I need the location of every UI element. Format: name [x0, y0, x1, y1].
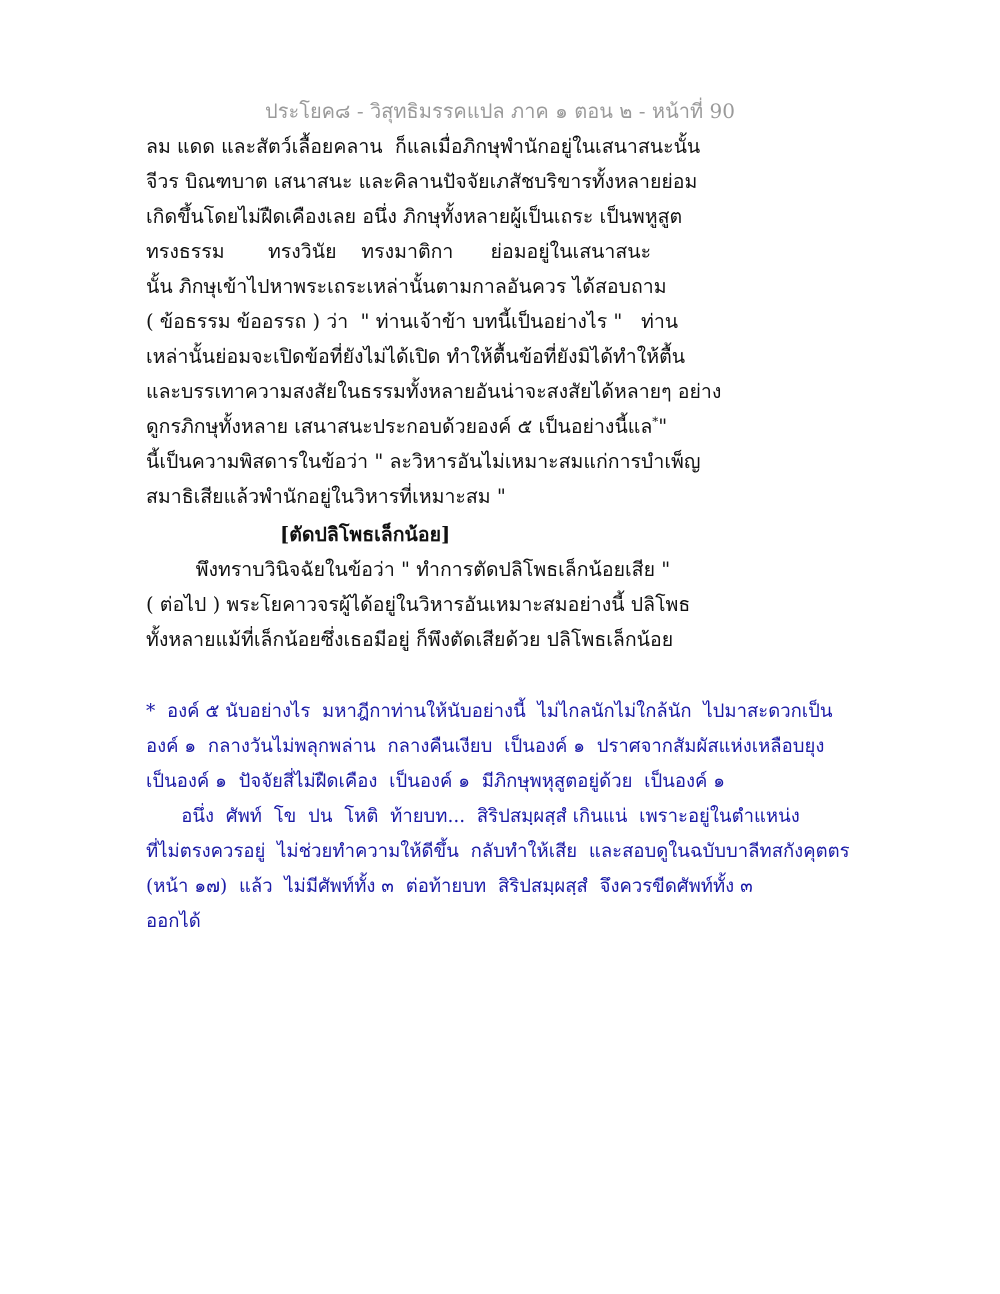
body-line: ทรงธรรม ทรงวินัย ทรงมาติกา ย่อมอยู่ในเสนาสนะ: [146, 240, 652, 263]
footnote-marker: *: [652, 414, 659, 429]
body-line: นั้น ภิกษุเข้าไปหาพระเถระเหล่านั้นตามกาลอันควร ได้สอบถาม: [146, 275, 667, 298]
body-line: นี้เป็นความพิสดารในข้อว่า " ละวิหารอันไม่เหมาะสมแก่การบำเพ็ญ: [146, 450, 701, 473]
body-line-text: ดูกรภิกษุทั้งหลาย เสนาสนะประกอบด้วยองค์ ๕ เป็นอย่างนี้แล: [146, 415, 653, 438]
section-heading: [ตัดปลิโพธเล็กน้อย]: [280, 523, 451, 546]
body-line: และบรรเทาความสงสัยในธรรมทั้งหลายอันน่าจะสงสัยได้หลายๆ อย่าง: [146, 380, 722, 403]
closing-quote: ": [658, 415, 668, 438]
body-line: ลม แดด และสัตว์เลื้อยคลาน ก็แลเมื่อภิกษุพำนักอยู่ในเสนาสนะนั้น: [146, 135, 701, 158]
footnote-line: เป็นองค์ ๑ ปัจจัยสี่ไม่ฝืดเคือง เป็นองค์ ๑ มีภิกษุพหุสูตอยู่ด้วย เป็นองค์ ๑: [146, 771, 726, 792]
body-line: ( ข้อธรรม ข้ออรรถ ) ว่า " ท่านเจ้าข้า บทนี้เป็นอย่างไร " ท่าน: [146, 310, 679, 333]
page-header: ประโยค๘ - วิสุทธิมรรคแปล ภาค ๑ ตอน ๒ - หน้าที่ 90: [265, 99, 735, 123]
footnote-line: อนึ่ง ศัพท์ โข ปน โหติ ท้ายบท... สิริปสมฺผสฺสํ เกินแน่ เพราะอยู่ในตำแหน่ง: [146, 806, 800, 827]
body-line: ทั้งหลายแม้ที่เล็กน้อยซึ่งเธอมีอยู่ ก็พึงตัดเสียด้วย ปลิโพธเล็กน้อย: [146, 628, 674, 651]
body-line: จีวร บิณฑบาต เสนาสนะ และคิลานปัจจัยเภสัชบริขารทั้งหลายย่อม: [146, 170, 698, 193]
footnote-line: ออกได้: [146, 911, 201, 932]
body-line: [146, 410, 667, 444]
body-line: สมาธิเสียแล้วพำนักอยู่ในวิหารที่เหมาะสม ": [146, 485, 506, 508]
footnote-line: (หน้า ๑๗) แล้ว ไม่มีศัพท์ทั้ง ๓ ต่อท้ายบท สิริปสมฺผสฺสํ จึงควรขีดศัพท์ทั้ง ๓: [146, 876, 753, 897]
body-line: พึงทราบวินิจฉัยในข้อว่า " ทำการตัดปลิโพธเล็กน้อยเสีย ": [146, 558, 671, 581]
footnote-line: ที่ไม่ตรงควรอยู่ ไม่ช่วยทำความให้ดีขึ้น กลับทำให้เสีย และสอบดูในฉบับบาลีทสกังคุตตร: [146, 841, 850, 862]
footnote-line: * องค์ ๕ นับอย่างไร มหาฎีกาท่านให้นับอย่างนี้ ไม่ไกลนักไม่ใกล้นัก ไปมาสะดวกเป็น: [146, 701, 833, 722]
footnote-line: องค์ ๑ กลางวันไม่พลุกพล่าน กลางคืนเงียบ เป็นองค์ ๑ ปราศจากสัมผัสแห่งเหลือบยุง: [146, 736, 825, 757]
body-line: ( ต่อไป ) พระโยคาวจรผู้ได้อยู่ในวิหารอันเหมาะสมอย่างนี้ ปลิโพธ: [146, 593, 691, 616]
body-line: เกิดขึ้นโดยไม่ฝืดเคืองเลย อนึ่ง ภิกษุทั้งหลายผู้เป็นเถระ เป็นพหูสูต: [146, 205, 683, 228]
body-line: เหล่านั้นย่อมจะเปิดข้อที่ยังไม่ได้เปิด ทำให้ตื้นข้อที่ยังมิได้ทำให้ตื้น: [146, 345, 686, 368]
